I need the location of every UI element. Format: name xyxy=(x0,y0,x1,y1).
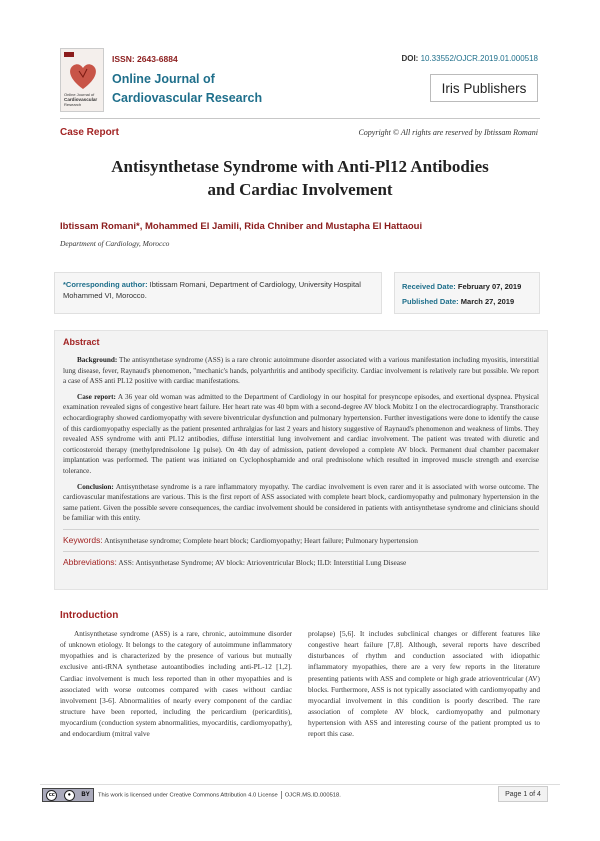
introduction-right-column: prolapse) [5,6]. It includes subclinical changes or different features like congestive heart failure [7,8]. Although, several reports have described disturbances of rhythm and conduction associated with idiopathic inflammatory myopathies, there are a very few reports in the literature presenting patients with ASS and complete or high grade atrioventricular (AV) blocks. Furthermore, ASS is not typically associated with cardiomyopathy and myocardial involvement in this condition is poorly described. The rare association of complete AV block, cardiomyopathy and pulmonary hypertension with ASS and interesting course of the patient prompted us to report this case. xyxy=(308,629,540,739)
conclusion-label: Conclusion: xyxy=(77,482,114,491)
abstract-background xyxy=(63,355,539,387)
keywords-label: Keywords: xyxy=(63,534,103,545)
by-label: BY xyxy=(81,792,90,798)
abbreviations-text: ASS: Antisynthetase Syndrome; AV block: Atrioventricular Block; ILD: Interstitial Lung Disease xyxy=(116,557,407,567)
license-statement[interactable]: This work is licensed under Creative Commons Attribution 4.0 License xyxy=(98,792,278,799)
manuscript-id: OJCR.MS.ID.000518. xyxy=(284,792,341,799)
corresponding-label: *Corresponding author: xyxy=(63,280,148,289)
abstract-heading: Abstract xyxy=(63,337,100,347)
introduction-left-column: Antisynthetase syndrome (ASS) is a rare, chronic, autoimmune disorder of unknown etiology. It belongs to the category of autoimmune inflammatory myopathies and is characterized by the presence of various but mutually exclusive anti-tRNA synthetase autoantibodies including anti-PL-12 [1,2]. Cardiac involvement is much less reported than in other myopathies and is associated with worse outcomes compared with cases without cardiac involvement [3-6]. Abnormalities of nearly every component of the cardiac structure have been reported, including the pericardium (pericarditis), myocardium (conduction system abnormalities, myocarditis, cardiomyopathy), and endocardium (mitral valve xyxy=(60,629,292,739)
logo-text-3: Research xyxy=(64,102,82,107)
abstract-box xyxy=(54,330,548,590)
issn: ISSN: 2643-6884 xyxy=(112,54,178,64)
published-date xyxy=(402,294,532,309)
corresponding-author-box xyxy=(54,272,382,314)
abbreviations-label: Abbreviations: xyxy=(63,556,117,567)
publisher-logo[interactable]: Iris Publishers xyxy=(430,74,538,102)
license-text xyxy=(98,791,341,799)
footer-divider xyxy=(40,784,560,785)
abstract-conclusion xyxy=(63,482,539,524)
logo-text-2: Cardiovascular xyxy=(64,97,98,102)
received-value: February 07, 2019 xyxy=(457,282,522,291)
article-type: Case Report xyxy=(60,127,119,138)
title-line1: Antisynthetase Syndrome with Anti-Pl12 Antibodies xyxy=(111,157,489,176)
case-text: A 36 year old woman was admitted to the Department of Cardiology in our hospital for presyncope episodes, and exertional dyspnea. Physical examination revealed signs of congestive heart failure. Her heart rate was 40 bpm with a second-degree AV block Mobitz I on the electrocardiography. Transthoracic echocardiography showed cardiomyopathy with severe biventricular dysfunction and pulmonary hypertension. Further investigations were done to identify the cause of this cardiomyopathy especially as the patient presented arthralgias for last 2 years and history suggestive of Raynaud's phenomenon and weakness of limbs. They revealed ASS syndrome with anti PL12 antibodies, diffuse interstitial lung involvement and cardiac involvement. The patient was treated with diuretic and corticosteroid therapy (methylprednisolone 1g pulse). On 4th day of admission, patient developed a complete AV block. Permanent dual chamber pacemaker implantation was performed. The patient was initiated on Cyclophosphamide and oral prednisolone which resulted in improved muscle strength and exercise tolerance. xyxy=(63,392,539,475)
cc-license-badge[interactable] xyxy=(42,788,94,802)
corresponding-text: Ibtissam Romani, Department of Cardiology, University Hospital Mohammed VI, Morocco. xyxy=(63,280,361,300)
page-number: Page 1 of 4 xyxy=(498,786,548,802)
affiliation: Department of Cardiology, Morocco xyxy=(60,239,170,248)
doi-link[interactable]: 10.33552/OJCR.2019.01.000518 xyxy=(420,54,538,63)
abstract-case xyxy=(63,392,539,477)
logo-text-1: Online Journal of xyxy=(64,92,95,97)
doi xyxy=(401,54,538,63)
person-icon: ● xyxy=(64,790,75,801)
conclusion-text: Antisynthetase syndrome is a rare inflammatory myopathy. The cardiac involvement is even rarer and it is associated with worse outcome. The cardiovascular manifestations are various. This is the first report of ASS associated with complete heart block, cardiomyopathy and pulmonary hypertension in the same patient. Given the possible severe consequences, the cardiac involvement should be considered in patients with antisynthetase syndrome and clinicians should be familiar with this entity. xyxy=(63,482,539,523)
footer-separator xyxy=(281,791,282,799)
copyright: Copyright © All rights are reserved by Ibtissam Romani xyxy=(358,128,538,137)
authors: Ibtissam Romani*, Mohammed El Jamili, Rida Chniber and Mustapha El Hattaoui xyxy=(60,221,423,232)
journal-title-line1: Online Journal of xyxy=(112,72,215,86)
cc-icon: cc xyxy=(46,790,57,801)
received-date xyxy=(402,279,532,294)
received-label: Received Date: xyxy=(402,282,456,291)
journal-title[interactable] xyxy=(112,70,262,108)
abstract-divider-2 xyxy=(63,551,539,552)
published-value: March 27, 2019 xyxy=(460,297,515,306)
background-text: The antisynthetase syndrome (ASS) is a rare chronic autoimmune disorder associated with a various manifestation including myositis, interstitial lung disease, fever, Raynaud's phenomenon, "mechanic's hands, polyarthritis and antibody specificity. Cardiac involvement is relatively rare but possible. We report a case of ASS anti PL12 positive with cardiac manifestations. xyxy=(63,356,539,386)
journal-logo xyxy=(60,48,104,112)
case-label: Case report: xyxy=(77,392,116,401)
article-title xyxy=(60,155,540,201)
keywords-text: Antisynthetase syndrome; Complete heart block; Cardiomyopathy; Heart failure; Pulmonary hypertension xyxy=(102,535,418,545)
background-label: Background: xyxy=(77,356,118,364)
title-line2: and Cardiac Involvement xyxy=(207,180,393,199)
journal-title-line2: Cardiovascular Research xyxy=(112,91,263,105)
header-divider xyxy=(60,118,540,119)
keywords xyxy=(63,534,539,547)
abstract-divider-1 xyxy=(63,529,539,530)
dates-box xyxy=(394,272,540,314)
abbreviations xyxy=(63,556,539,569)
doi-label: DOI: xyxy=(401,54,419,63)
introduction-heading: Introduction xyxy=(60,610,119,621)
published-label: Published Date: xyxy=(402,297,459,306)
